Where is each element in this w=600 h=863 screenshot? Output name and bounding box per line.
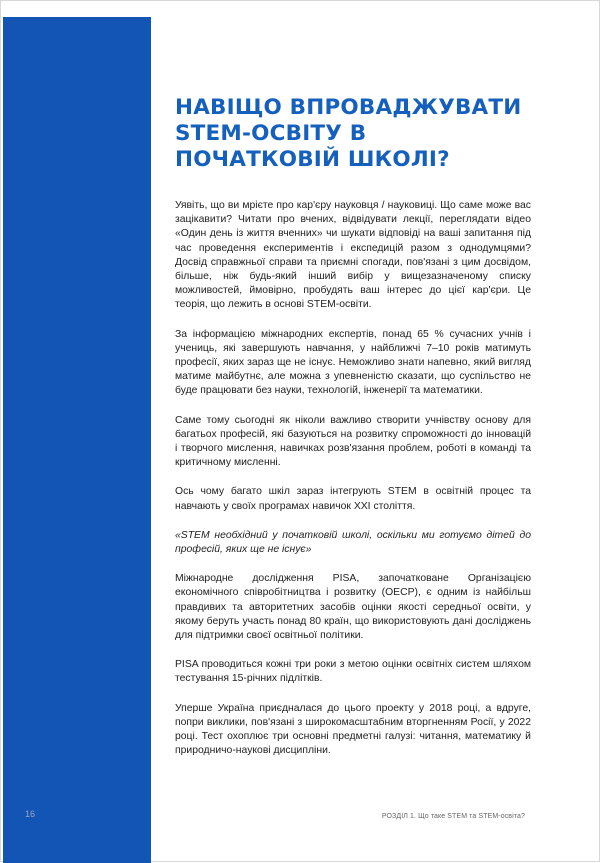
- article: [175, 95, 531, 774]
- running-footer: РОЗДІЛ 1. Що таке STEM та STEM-освіта?: [381, 813, 525, 820]
- paragraph-intro: Уявіть, що ви мрієте про кар'єру науковця / науковиці. Що саме може вас зацікавити? Читати про вчених, відвідувати лекції, переглядати відео «Один день із життя вченних» чи шукати відповіді на ваші запитання під час проведення експериментів і експедицій разом з однодумцями? Досвід справжньої справи та приємні спогади, пов'язані з цим досвідом, більше, ніж будь-який інший вибір у вищезазначеному списку можливостей, ймовірно, пробудять ваш інтерес до цієї кар'єри. Це теорія, що лежить в основі STEM-освіти.: [175, 200, 531, 311]
- paragraph-ukraine: Уперше Україна приєдналася до цього проекту у 2018 році, а вдруге, попри виклики, пов'язані з широкомасштабним вторгненням Росії, у 2022 році. Тест охоплює три основні предметні галузі: читання, математику й природничо-наукові дисципліни.: [175, 702, 531, 757]
- paragraph-foundation: Саме тому сьогодні як ніколи важливо створити учнівству основу для багатьох професій, які базуються на розвитку спроможності до інновацій і творчого мислення, навичках розв'язання проблем, роботі в команді та критичному мисленні.: [175, 414, 531, 469]
- paragraph-pisa: Міжнародне дослідження PISA, започатковане Організацією економічного співробітництва і розвитку (ОЕСР), є одним із найбільш правдивих та авторитетних засобів оцінки якості середньої освіти, у якому беруть участь понад 80 країн, що використовують дані досліджень для підтримки своєї освітньої політики.: [175, 573, 531, 642]
- paragraph-integration: Ось чому багато шкіл зараз інтегрують STEM в освітній процес та навчають у своїх програмах навичок ХХІ століття.: [175, 486, 531, 512]
- paragraph-experts: За інформацією міжнародних експертів, понад 65 % сучасних учнів і учениць, які завершують навчання, у найближчі 7–10 років матимуть професії, яких зараз ще не існує. Неможливо знати напевно, який вигляд матиме майбутнє, але можна з упевненістю сказати, що суспільство не буде працювати без науки, технологій, інженерії та математики.: [175, 328, 531, 397]
- page-title: НАВІЩО ВПРОВАДЖУВАТИ STEM-ОСВІТУ В ПОЧАТКОВІЙ ШКОЛІ?: [175, 95, 522, 172]
- pull-quote: «STEM необхідний у початковій школі, оскільки ми готуємо дітей до професій, яких ще не існує»: [175, 529, 531, 556]
- page-number: 16: [25, 809, 36, 819]
- paragraph-pisa-frequency: PISA проводиться кожні три роки з метою оцінки освітніх систем шляхом тестування 15-річних підлітків.: [175, 659, 531, 685]
- blue-side-bar: [3, 17, 151, 863]
